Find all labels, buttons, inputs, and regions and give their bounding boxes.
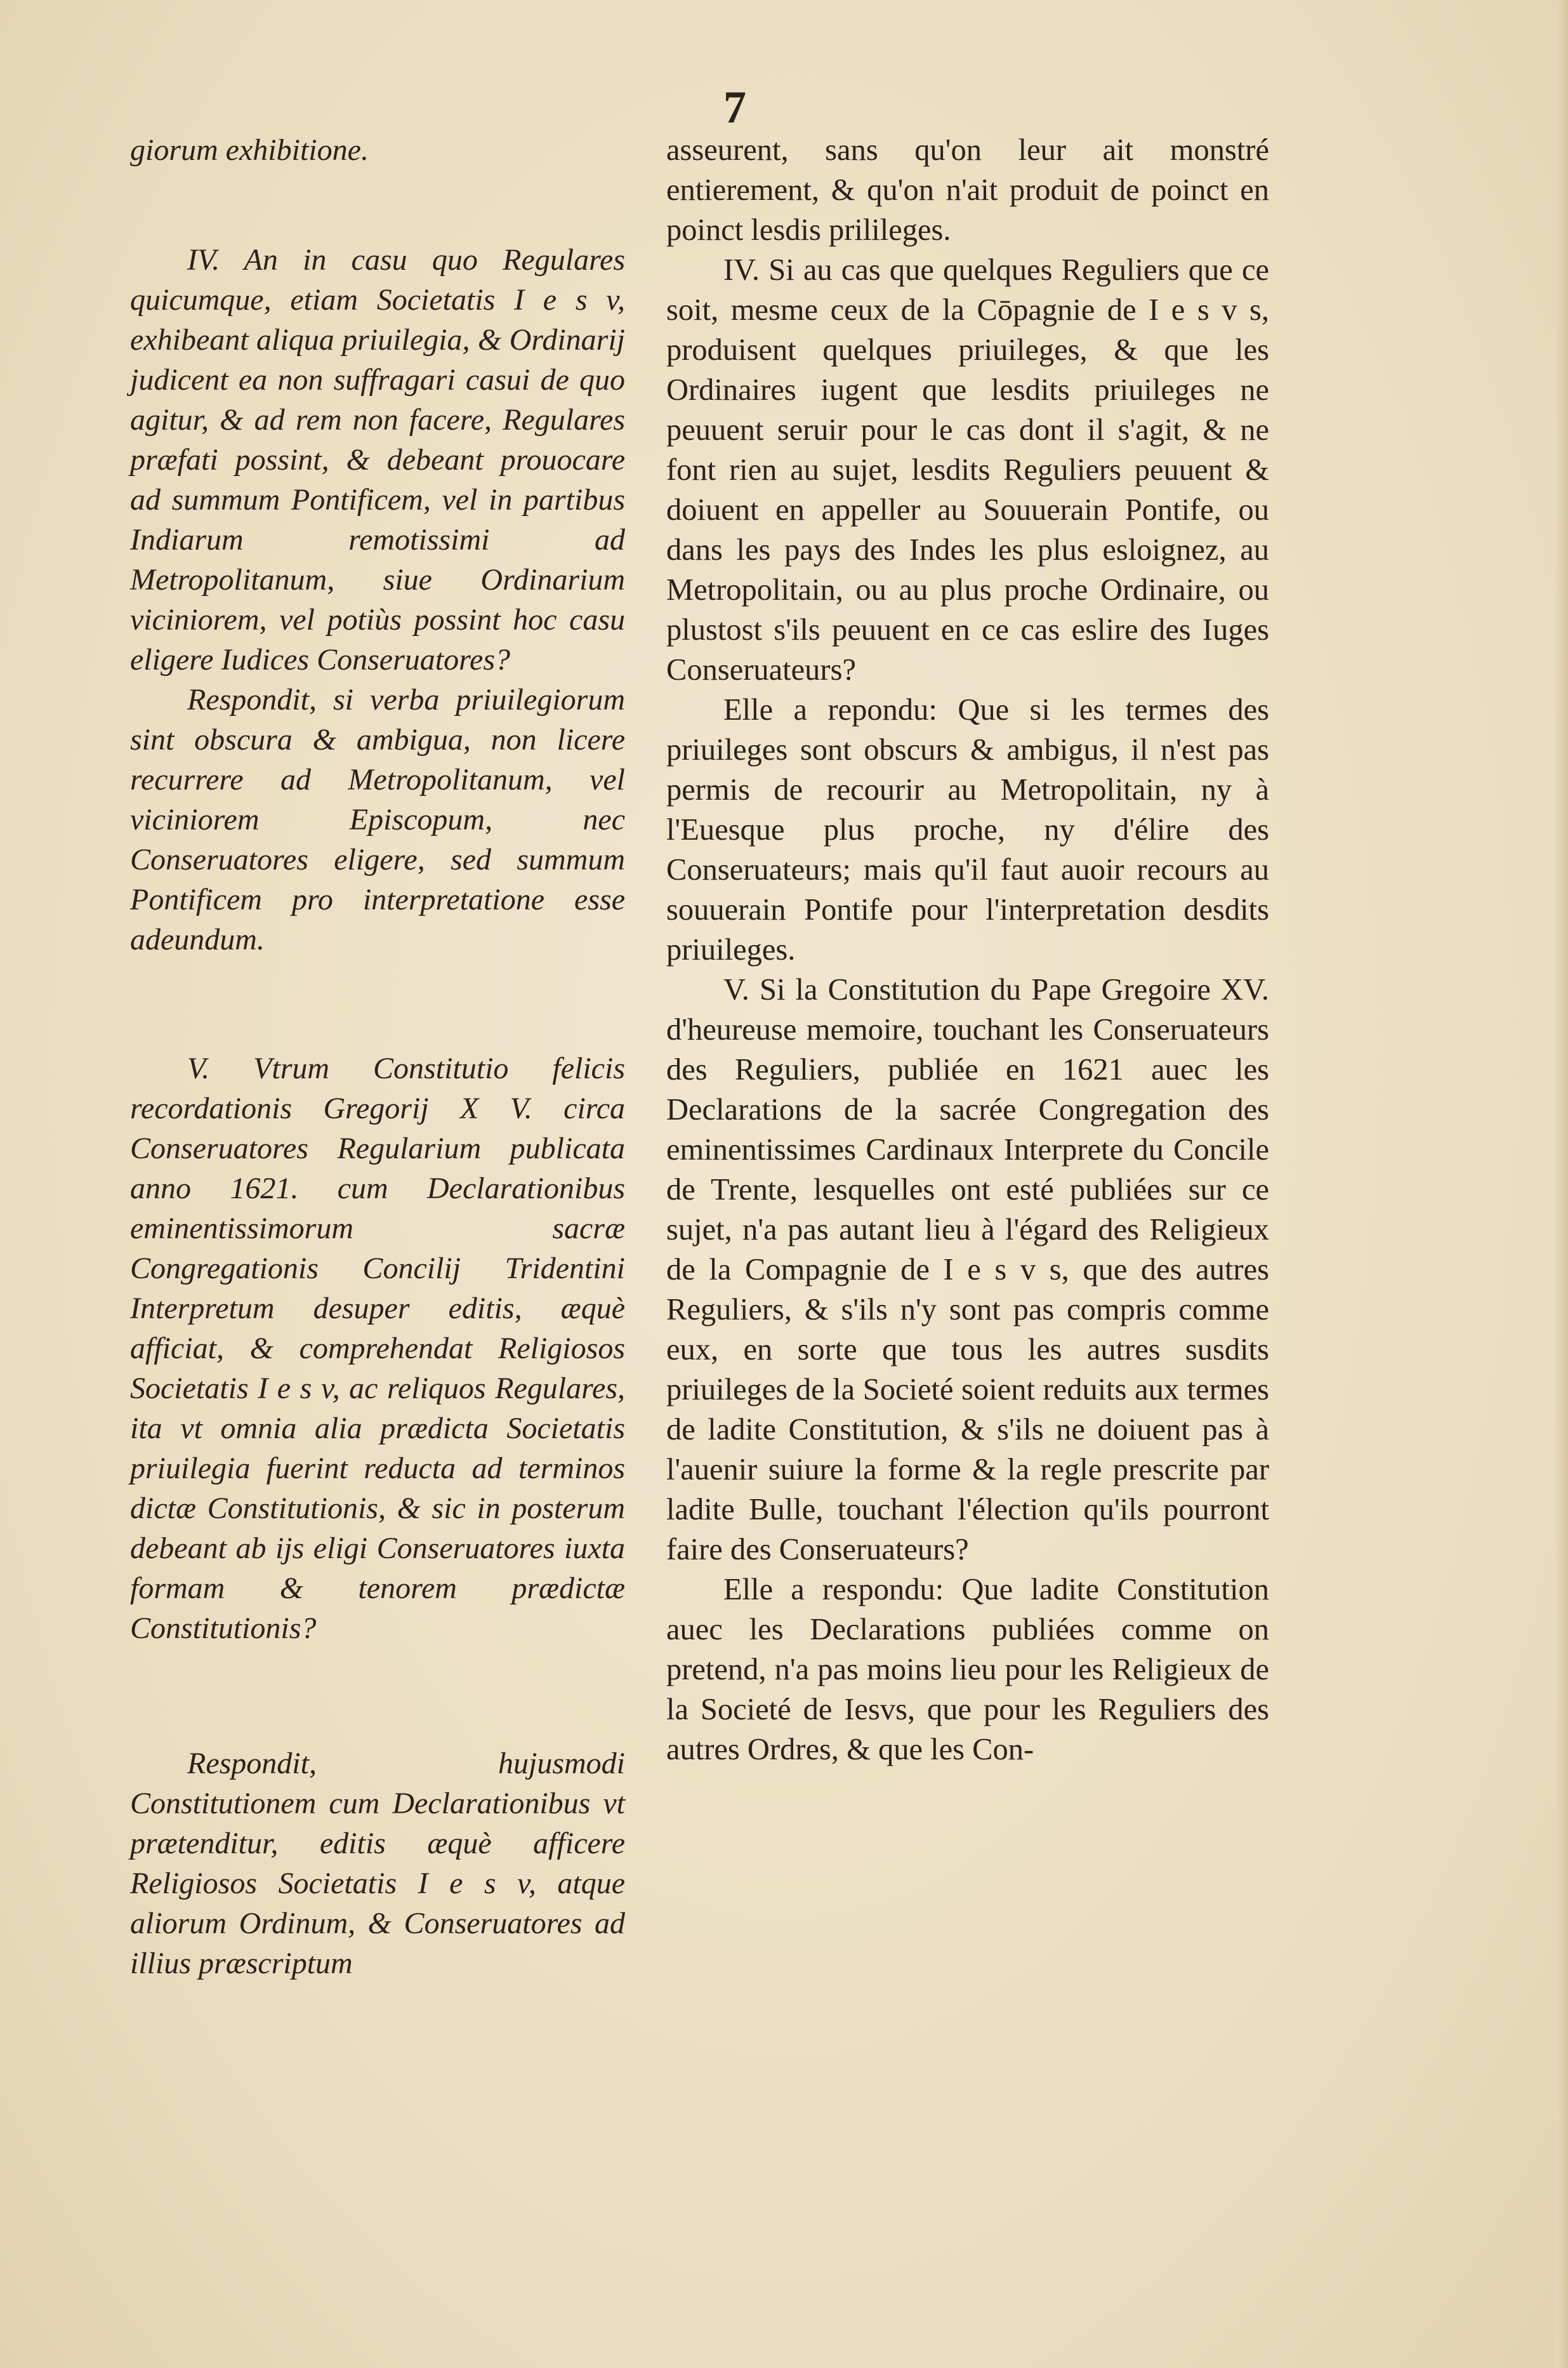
page-edge [1555,0,1568,2368]
latin-column [130,130,625,1983]
french-question-iv: IV. Si au cas que quelques Reguliers que ce soit, mesme ceux de la Cōpagnie de I e s v s, produisent quelques priuileges, & que les Ordinaires iugent que lesdits priuileges ne peuuent seruir pour le cas dont il s'agit, & ne font rien au sujet, lesdits Reguliers peuuent & doiuent en appeller au Souuerain Pontife, ou dans les pays des Indes les plus esloignez, au Metropolitain, ou au plus proche Ordinaire, ou plustost s'ils peuuent en ce cas eslire des Iuges Conseruateurs? [666,253,1269,687]
latin-paragraph-continuation: giorum exhibitione. [130,133,369,167]
latin-response-iv: Respondit, si verba priuilegiorum sint obscura & ambigua, non licere recurrere ad Metropolitanum, vel viciniorem Episcopum, nec Conseruatores eligere, sed summum Pontificem pro interpretatione esse adeundum. [130,683,625,956]
page-number: 7 [723,82,746,133]
latin-question-v: V. Vtrum Constitutio felicis recordationis Gregorij X V. circa Conseruatores Regularium publicata anno 1621. cum Declarationibus eminentissimorum sacræ Congregationis Concilij Tridentini Interpretum desuper editis, æquè afficiat, & comprehendat Religiosos Societatis I e s v, ac reliquos Regulares, ita vt omnia alia prædicta Societatis priuilegia fuerint reducta ad terminos dictæ Constitutionis, & sic in posterum debeant ab ijs eligi Conseruatores iuxta formam & tenorem prædictæ Constitutionis? [130,1052,625,1645]
latin-response-v: Respondit, hujusmodi Constitutionem cum Declarationibus vt prætenditur, editis æquè afficere Religiosos Societatis I e s v, atque aliorum Ordinum, & Conseruatores ad illius præscriptum [130,1747,625,1980]
french-response-iv: Elle a repondu: Que si les termes des priuileges sont obscurs & ambigus, il n'est pas permis de recourir au Metropolitain, ny à l'Euesque plus proche, ny d'élire des Conseruateurs; mais qu'il faut auoir recours au souuerain Pontife pour l'interpretation desdits priuileges. [666,693,1269,967]
french-response-v: Elle a respondu: Que ladite Constitution auec les Declarations publiées comme on pretend, n'a pas moins lieu pour les Religieux de la Societé de Iesvs, que pour les Reguliers des autres Ordres, & que les Con- [666,1573,1269,1766]
french-column [666,130,1269,1769]
french-question-v: V. Si la Constitution du Pape Gregoire XV. d'heureuse memoire, touchant les Conseruateurs des Reguliers, publiée en 1621 auec les Declarations de la sacrée Congregation des eminentissimes Cardinaux Interprete du Concile de Trente, lesquelles ont esté publiées sur ce sujet, n'a pas autant lieu à l'égard des Religieux de la Compagnie de I e s v s, que des autres Reguliers, & s'ils n'y sont pas compris comme eux, en sorte que tous les autres susdits priuileges de la Societé soient reduits aux termes de ladite Constitution, & s'ils ne doiuent pas à l'auenir suiure la forme & la regle prescrite par ladite Bulle, touchant l'élection qu'ils pourront faire des Conseruateurs? [666,973,1269,1566]
french-paragraph-continuation: asseurent, sans qu'on leur ait monstré entierement, & qu'on n'ait produit de poinct en poinct lesdis prilileges. [666,133,1269,247]
latin-question-iv: IV. An in casu quo Regulares quicumque, etiam Societatis I e s v, exhibeant aliqua priuilegia, & Ordinarij judicent ea non suffragari casui de quo agitur, & ad rem non facere, Regulares præfati possint, & debeant prouocare ad summum Pontificem, vel in partibus Indiarum remotissimi ad Metropolitanum, siue Ordinarium viciniorem, vel potiùs possint hoc casu eligere Iudices Conseruatores? [130,243,625,677]
